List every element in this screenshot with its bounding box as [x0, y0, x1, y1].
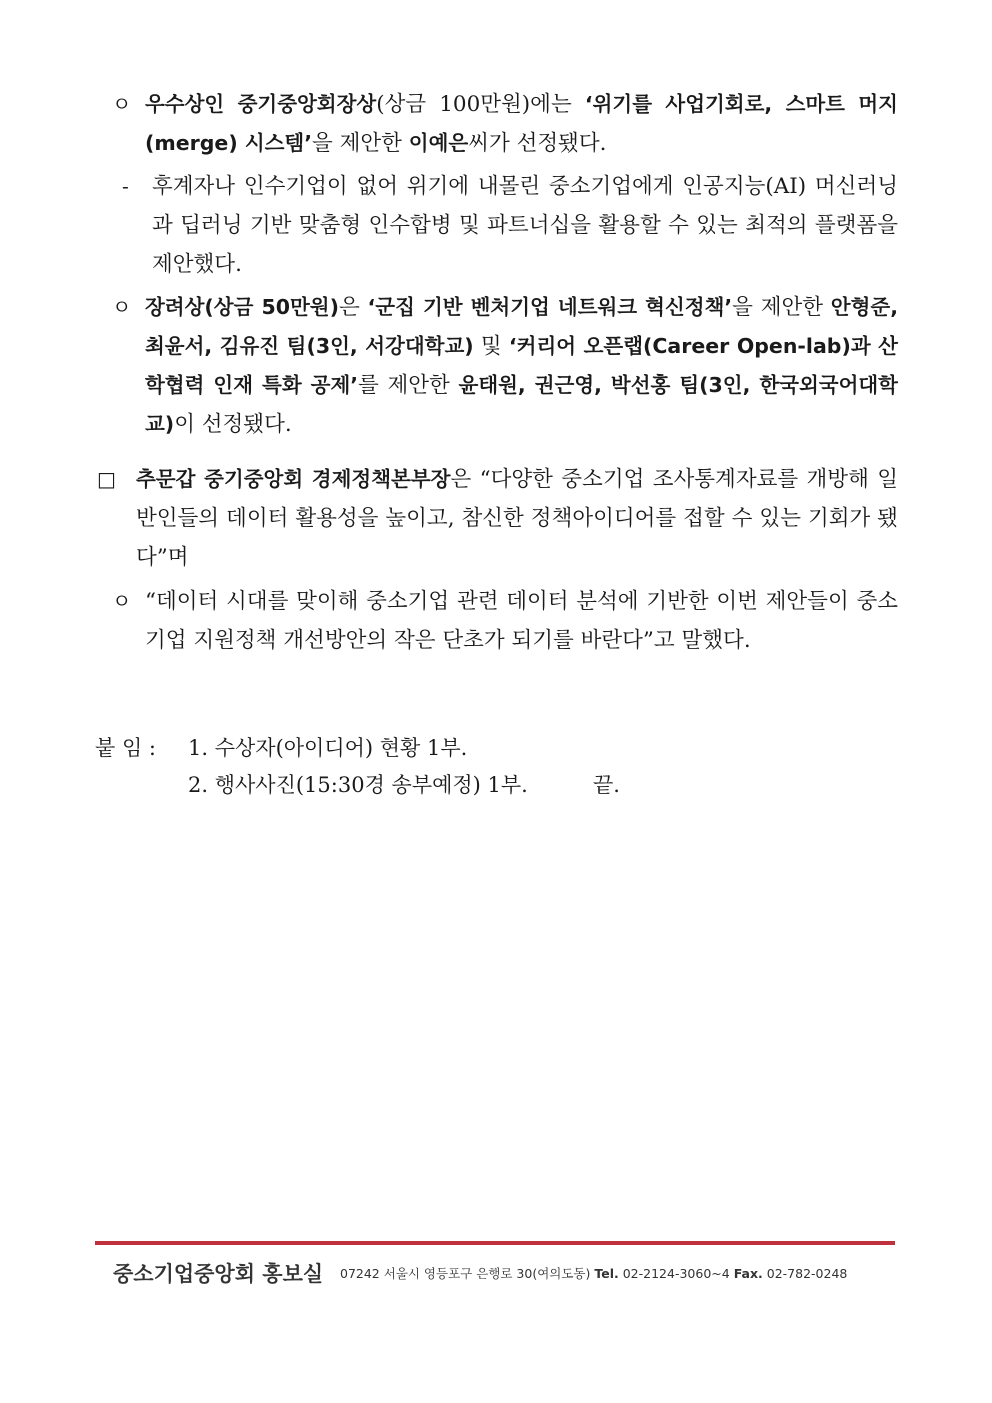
circle-bullet: ㅇ [112, 92, 132, 116]
paragraph-quote: “데이터 시대를 맞이해 중소기업 관련 데이터 분석에 기반한 이번 제안들이 중소기업 지원정책 개선방안의 작은 단초가 되기를 바란다”고 말했다. [145, 589, 898, 653]
idea-title: ‘위기를 사업기회로, 스마트 머지(merge) 시스템’ [145, 92, 898, 155]
fax-label: Fax. [733, 1266, 763, 1281]
winner-name: 이예은 [408, 131, 469, 155]
end-mark: 끝. [593, 773, 620, 797]
award-name: 우수상인 중기중앙회장상 [145, 92, 377, 116]
dash-bullet: - [122, 174, 129, 198]
attachment-label: 붙 임 : [95, 736, 156, 760]
idea-title: ‘커리어 오픈랩(Career Open-lab)과 산학협력 인재 특화 공제’ [145, 334, 898, 397]
idea-title: ‘군집 기반 벤처기업 네트워크 혁신정책’ [367, 295, 733, 319]
paragraph-excellence-detail: 후계자나 인수기업이 없어 위기에 내몰린 중소기업에게 인공지능(AI) 머신러닝과 딥러닝 기반 맞춤형 인수합병 및 파트너십을 활용할 수 있는 최적의 플랫폼을 제안했다. [152, 174, 898, 277]
circle-bullet: ㅇ [112, 295, 132, 319]
speaker-name: 추문갑 중기중앙회 경제정책본부장 [136, 467, 451, 491]
circle-bullet: ㅇ [112, 589, 132, 613]
tel-label: Tel. [594, 1266, 619, 1281]
winner-team: 안형준, 최윤서, 김유진 팀(3인, 서강대학교) [145, 295, 898, 358]
paragraph-quote-intro: 추문갑 중기중앙회 경제정책본부장은 “다양한 중소기업 조사통계자료를 개방해 일반인들의 데이터 활용성을 높이고, 참신한 정책아이디어를 접할 수 있는 기회가 됐다”며 [136, 467, 898, 570]
winner-team: 윤태원, 권근영, 박선홍 팀(3인, 한국외국어대학교) [145, 373, 898, 436]
award-name: 장려상(상금 50만원) [145, 295, 339, 319]
paragraph-encouragement-award: 장려상(상금 50만원)은 ‘군집 기반 벤처기업 네트워크 혁신정책’을 제안한 안형준, 최윤서, 김유진 팀(3인, 서강대학교) 및 ‘커리어 오픈랩(Career Open-lab)과 산학협력 인재 특화 공제’를 제안한 윤태원, 권근영, 박선홍 팀(3인, 한국외국어대학교)이 선정됐다. [145, 295, 898, 437]
footer-organization: 중소기업중앙회 홍보실 [113, 1262, 324, 1286]
attachment-item-1: 1. 수상자(아이디어) 현황 1부. [188, 736, 468, 760]
footer-address: 07242 서울시 영등포구 은행로 30(여의도동) [340, 1266, 591, 1281]
footer-contact [340, 1264, 847, 1282]
attachment-item-2: 2. 행사사진(15:30경 송부예정) 1부. [188, 773, 528, 797]
paragraph-excellence-award: 우수상인 중기중앙회장상(상금 100만원)에는 ‘위기를 사업기회로, 스마트 머지(merge) 시스템’을 제안한 이예은씨가 선정됐다. [145, 92, 898, 156]
footer-divider [95, 1241, 895, 1245]
fax-number: 02-782-0248 [766, 1266, 848, 1281]
tel-number: 02-2124-3060~4 [622, 1266, 730, 1281]
square-bullet: □ [97, 467, 116, 491]
